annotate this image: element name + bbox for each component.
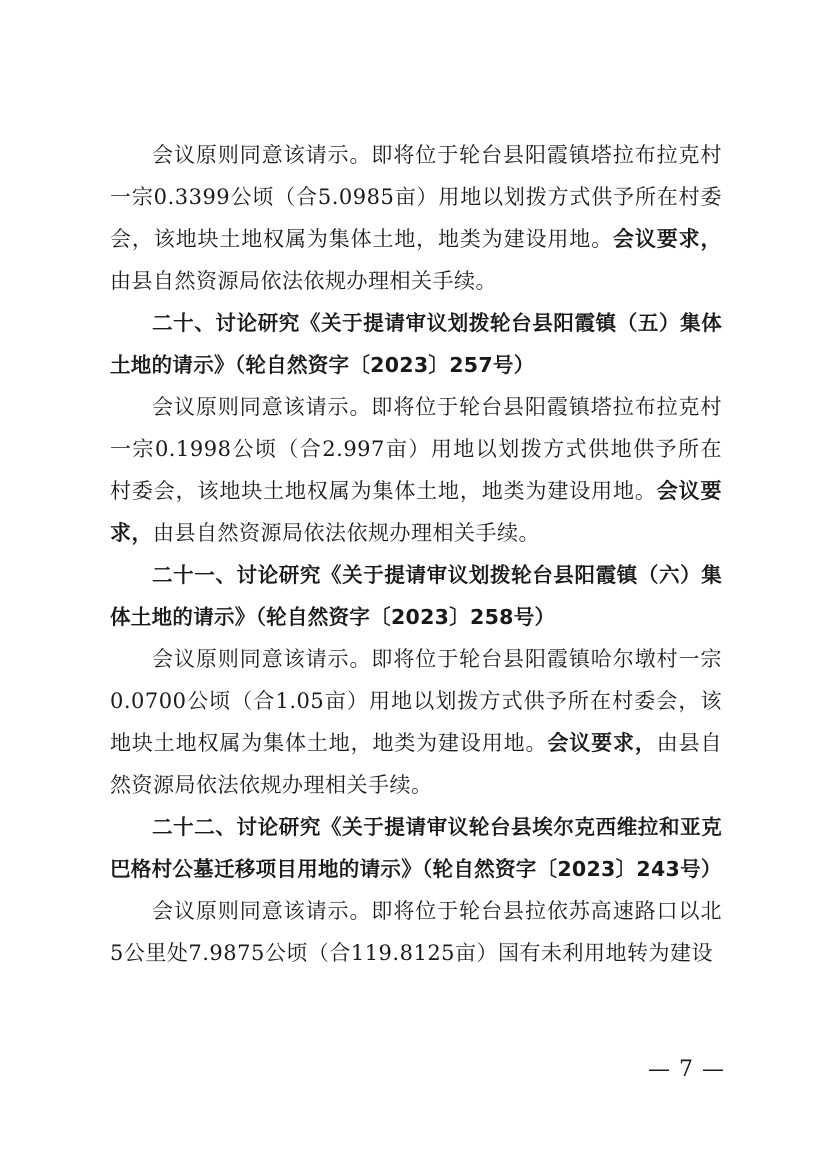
paragraph-3-emphasis: 会议要求， [547,731,657,755]
section-heading-20: 二十、讨论研究《关于提请审议划拨轮台县阳霞镇（五）集体土地的请示》（轮自然资字〔2023〕257号） [110,311,722,377]
paragraph-2-text: 会议原则同意该请示。即将位于轮台县阳霞镇塔拉布拉克村一宗0.1998公顷（合2.997亩）用地以划拨方式供地供予所在村委会，该地块土地权属为集体土地，地类为建设用地。 [110,395,722,503]
paragraph-1-tail: 由县自然资源局依法依规办理相关手续。 [110,269,497,293]
section-heading-21: 二十一、讨论研究《关于提请审议划拨轮台县阳霞镇（六）集体土地的请示》（轮自然资字〔2023〕258号） [110,563,722,629]
paragraph-4-text: 会议原则同意该请示。即将位于轮台县拉依苏高速路口以北5公里处7.9875公顷（合119.8125亩）国有未利用地转为建设 [110,899,722,965]
document-body [110,134,722,974]
paragraph-3-tail: 由县自然资源局依法依规办理相关手续。 [110,731,723,797]
paragraph-2-emphasis: 会议要求， [110,479,723,545]
paragraph-2 [110,386,722,554]
paragraph-1 [110,134,722,302]
paragraph-1-text: 会议原则同意该请示。即将位于轮台县阳霞镇塔拉布拉克村一宗0.3399公顷（合5.0985亩）用地以划拨方式供予所在村委会，该地块土地权属为集体土地，地类为建设用地。 [110,143,722,251]
paragraph-2-tail: 由县自然资源局依法依规办理相关手续。 [153,521,540,545]
paragraph-3-text: 会议原则同意该请示。即将位于轮台县阳霞镇哈尔墩村一宗0.0700公顷（合1.05亩）用地以划拨方式供予所在村委会，该地块土地权属为集体土地，地类为建设用地。 [110,647,722,755]
paragraph-4 [110,890,722,974]
paragraph-3 [110,638,722,806]
paragraph-1-emphasis: 会议要求， [613,227,723,251]
section-heading-22: 二十二、讨论研究《关于提请审议轮台县埃尔克西维拉和亚克巴格村公墓迁移项目用地的请示》（轮自然资字〔2023〕243号） [110,815,722,881]
page-number: — 7 — [648,1057,725,1082]
